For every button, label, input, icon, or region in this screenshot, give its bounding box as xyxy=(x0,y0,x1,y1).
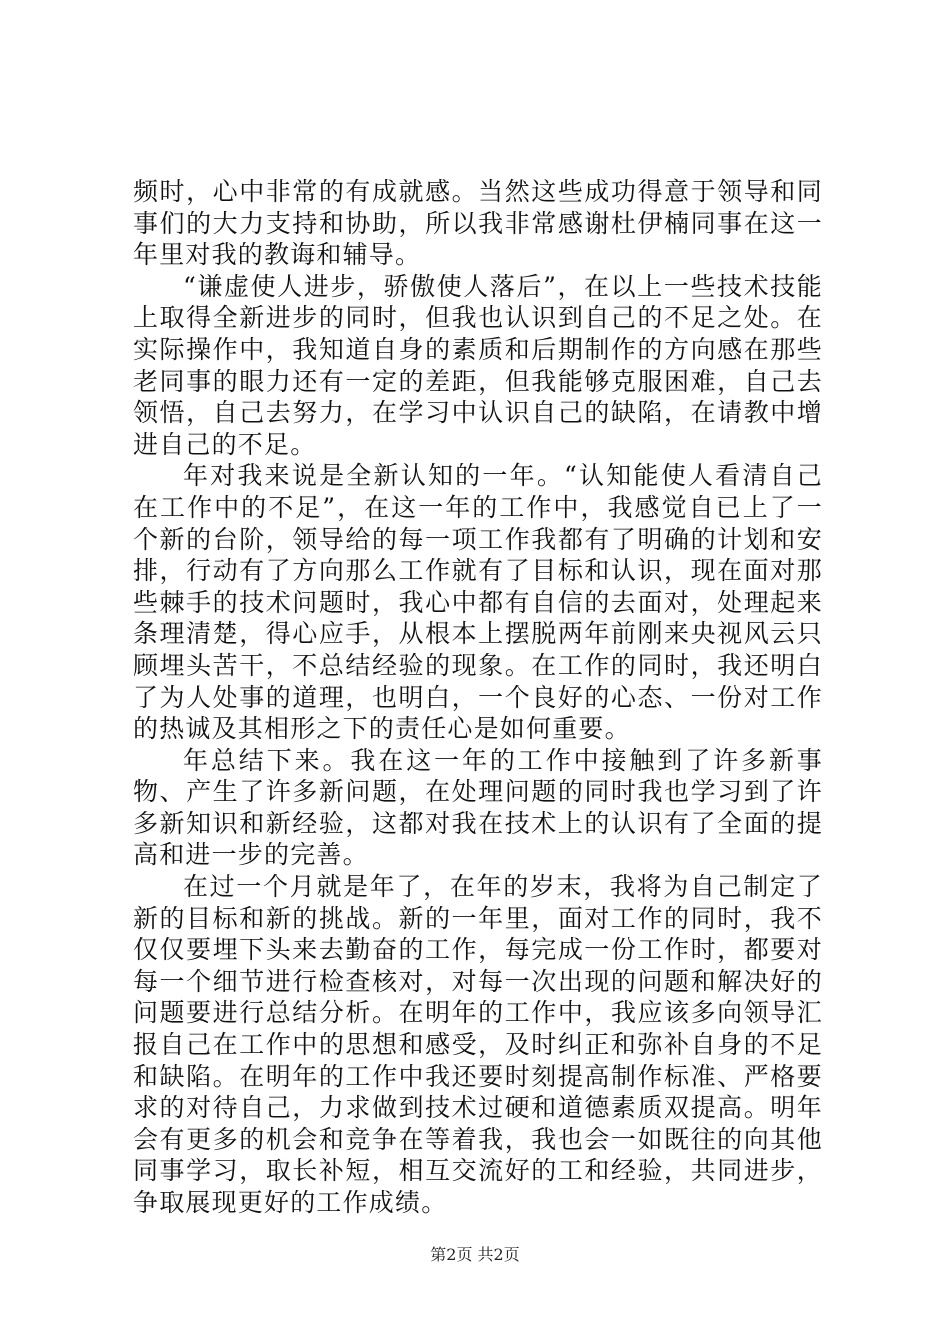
page-number-footer: 第2页 共2页 xyxy=(430,1245,520,1264)
paragraph: 年总结下来。我在这一年的工作中接触到了许多新事物、产生了许多新问题，在处理问题的同时我也学习到了许多新知识和新经验，这都对我在技术上的认识有了全面的提高和进一步的完善。 xyxy=(133,745,823,870)
paragraph: “谦虚使人进步，骄傲使人落后”，在以上一些技术技能上取得全新进步的同时，但我也认识到自己的不足之处。在实际操作中，我知道自身的素质和后期制作的方向感在那些老同事的眼力还有一定的差距，但我能够克服困难，自己去领悟，自己去努力，在学习中认识自己的缺陷，在请教中增进自己的不足。 xyxy=(133,271,823,459)
paragraph-continuation: 频时，心中非常的有成就感。当然这些成功得意于领导和同事们的大力支持和协助，所以我非常感谢杜伊楠同事在这一年里对我的教诲和辅导。 xyxy=(133,177,823,270)
paragraph: 年对我来说是全新认知的一年。“认知能使人看清自己在工作中的不足”，在这一年的工作中，我感觉自已上了一个新的台阶，领导给的每一项工作我都有了明确的计划和安排，行动有了方向那么工作就有了目标和认识，现在面对那些棘手的技术问题时，我心中都有自信的去面对，处理起来条理清楚，得心应手，从根本上摆脱两年前刚来央视风云只顾埋头苦干，不总结经验的现象。在工作的同时，我还明白了为人处事的道理，也明白，一个良好的心态、一份对工作的热诚及其相形之下的责任心是如何重要。 xyxy=(133,461,823,744)
document-body xyxy=(133,176,823,1219)
paragraph: 在过一个月就是年了，在年的岁末，我将为自己制定了新的目标和新的挑战。新的一年里，面对工作的同时，我不仅仅要埋下头来去勤奋的工作，每完成一份工作时，都要对每一个细节进行检查核对，对每一次出现的问题和解决好的问题要进行总结分析。在明年的工作中，我应该多向领导汇报自己在工作中的思想和感受，及时纠正和弥补自身的不足和缺陷。在明年的工作中我还要时刻提高制作标准、严格要求的对待自己，力求做到技术过硬和道德素质双提高。明年会有更多的机会和竞争在等着我，我也会一如既往的向其他同事学习，取长补短，相互交流好的工和经验，共同进步，争取展现更好的工作成绩。 xyxy=(133,872,823,1217)
